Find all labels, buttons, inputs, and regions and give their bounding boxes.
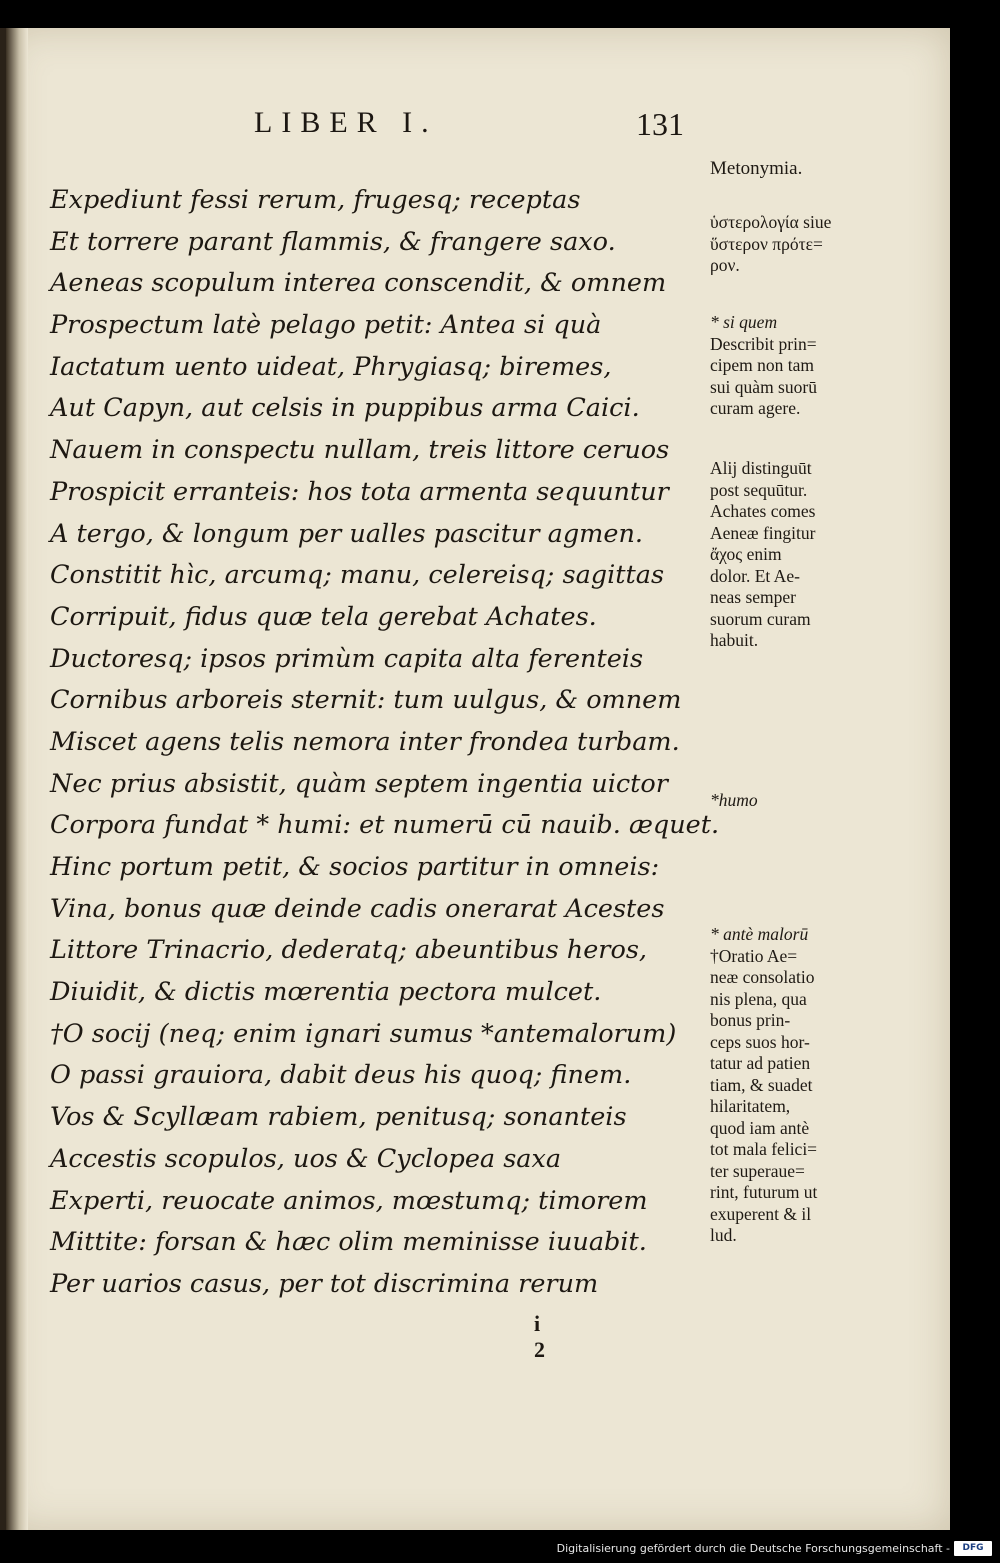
margin-note-si-quem <box>710 312 870 420</box>
margin-note-line: ρον. <box>710 255 740 275</box>
book-page <box>0 28 950 1530</box>
margin-note-line: * si quem <box>710 312 778 332</box>
verse-line: Prospicit erranteis: hos tota armenta sequuntur <box>50 476 669 507</box>
margin-note-line: * antè malorū <box>710 924 809 944</box>
verse-line: Iactatum uento uideat, Phrygiasq; biremes, <box>50 351 612 382</box>
margin-note-metonymia <box>710 158 870 180</box>
page-number: 131 <box>636 106 684 142</box>
margin-note-line: quod iam antè <box>710 1117 810 1138</box>
margin-note-line: tiam, & suadet <box>710 1074 813 1095</box>
margin-note-line: ceps suos hor- <box>710 1031 810 1052</box>
verse-line: Experti, reuocate animos, mœstumq; timorem <box>50 1185 648 1216</box>
margin-note-line: Describit prin= <box>710 333 817 354</box>
verse-line: Diuidit, & dictis mœrentia pectora mulcet. <box>50 977 602 1008</box>
margin-note-line: neas semper <box>710 587 797 607</box>
margin-note-line: lud. <box>710 1225 737 1245</box>
margin-note-line: Aeneæ fingitur <box>710 522 816 543</box>
verse-line: Ductoresq; ipsos primùm capita alta ferenteis <box>50 643 644 674</box>
verse-line: Accestis scopulos, uos & Cyclopea saxa <box>50 1143 562 1174</box>
running-head-title: LIBER I. <box>254 106 438 139</box>
margin-note-line: post sequūtur. <box>710 479 808 500</box>
verse-line: Vina, bonus quæ deinde cadis onerarat Acestes <box>50 893 665 924</box>
dfg-logo-icon: DFG <box>954 1541 992 1556</box>
verse-line: Aut Capyn, aut celsis in puppibus arma Caici. <box>50 393 640 424</box>
margin-note-line: ter superaue= <box>710 1160 805 1181</box>
verse-line: Constitit hìc, arcumq; manu, celereisq; sagittas <box>50 560 665 591</box>
margin-note-line: ὑστερολογία siue <box>710 212 832 232</box>
margin-note-line: Metonymia. <box>710 158 803 179</box>
margin-note-line: cipem non tam <box>710 355 815 375</box>
margin-note-line: curam agere. <box>710 398 801 418</box>
margin-note-line: †Oratio Ae= <box>710 945 798 966</box>
verse-line: Corripuit, fidus quæ tela gerebat Achates. <box>50 601 597 632</box>
verse-line: †O socij (neq; enim ignari sumus *antemalorum) <box>50 1018 677 1049</box>
footer-bar <box>0 1530 1000 1563</box>
verse-line: Expediunt fessi rerum, frugesq; receptas <box>50 185 581 215</box>
verse-line: Nauem in conspectu nullam, treis littore ceruos <box>50 435 670 466</box>
margin-note-line: rint, futurum ut <box>710 1182 818 1202</box>
verse-line: A tergo, & longum per ualles pascitur agmen. <box>50 518 643 549</box>
footer-credit: Digitalisierung gefördert durch die Deutsche Forschungsgemeinschaft - <box>556 1542 950 1555</box>
margin-note-line: sui quàm suorū <box>710 376 817 397</box>
margin-note-line: hilaritatem, <box>710 1096 791 1116</box>
verse-line: Aeneas scopulum interea conscendit, & omnem <box>50 268 667 299</box>
margin-note-line: nis plena, qua <box>710 988 807 1009</box>
margin-note-line: tot mala felici= <box>710 1139 818 1159</box>
margin-note-humo <box>710 790 870 812</box>
verse-line: Per uarios casus, per tot discrimina rerum <box>50 1268 599 1299</box>
margin-note-line: Achates comes <box>710 501 816 521</box>
margin-note-line: tatur ad patien <box>710 1053 811 1073</box>
margin-note-line: Alij distinguūt <box>710 458 812 478</box>
signature-mark: i 2 <box>534 1311 575 1362</box>
verse-line: Cornibus arboreis sternit: tum uulgus, & omnem <box>50 685 682 716</box>
margin-note-line: bonus prin- <box>710 1010 791 1030</box>
margin-note-oratio <box>710 924 870 1247</box>
verse-line: Prospectum latè pelago petit: Antea si quà <box>50 310 602 341</box>
margin-note-line: *humo <box>710 790 758 810</box>
verse-line: Hinc portum petit, & socios partitur in omneis: <box>50 852 660 882</box>
verse-line: Et torrere parant flammis, & frangere saxo. <box>50 226 616 257</box>
verse-line: Littore Trinacrio, dederatq; abeuntibus heros, <box>50 935 648 966</box>
margin-note-line: ἄχος enim <box>710 544 782 564</box>
margin-note-achates <box>710 458 870 652</box>
verse-line: Nec prius absistit, quàm septem ingentia uictor <box>50 768 668 799</box>
margin-note-line: neæ consolatio <box>710 967 815 987</box>
running-head <box>254 106 684 146</box>
verse-line: Miscet agens telis nemora inter frondea turbam. <box>50 726 680 757</box>
verse-line: Vos & Scyllæam rabiem, penitusq; sonanteis <box>50 1102 627 1133</box>
verse-line: O passi grauiora, dabit deus his quoq; finem. <box>50 1060 632 1091</box>
verse-line: Corpora fundat * humi: et numerū cū nauib. æquet. <box>50 810 720 841</box>
margin-note-line: exuperent & il <box>710 1203 812 1224</box>
verse-line: Mittite: forsan & hæc olim meminisse iuuabit. <box>50 1227 647 1258</box>
margin-note-line: suorum curam <box>710 608 811 629</box>
verse-block <box>50 180 720 1306</box>
margin-note-hysterologia <box>710 212 870 277</box>
margin-note-line: habuit. <box>710 630 759 650</box>
margin-note-line: ὕστερον πρότε= <box>710 233 823 254</box>
page-gutter <box>6 28 28 1530</box>
margin-note-line: dolor. Et Ae- <box>710 565 800 586</box>
